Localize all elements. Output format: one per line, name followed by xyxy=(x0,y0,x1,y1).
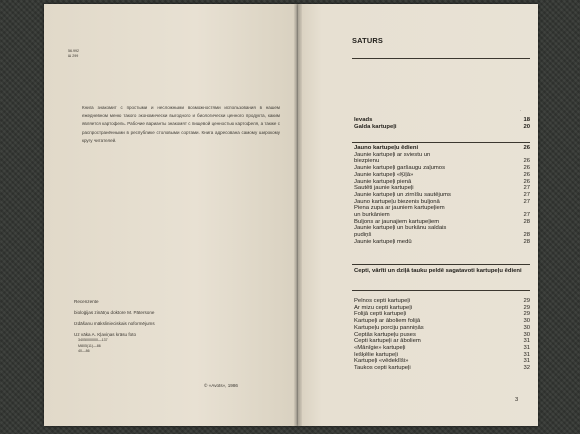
toc-entry[interactable] xyxy=(354,332,530,339)
toc-entry[interactable] xyxy=(354,318,530,325)
toc-page: 28 xyxy=(523,218,530,225)
toc-entry[interactable] xyxy=(354,152,530,159)
toc-title: Ceptās kartupeļu puses xyxy=(354,331,416,338)
left-page xyxy=(44,4,298,426)
toc-title: Jaunie kartupeļi un burkānu saldais xyxy=(354,225,447,232)
toc-page: 26 xyxy=(523,145,530,151)
toc-entry[interactable] xyxy=(354,365,530,372)
toc-title: un burkāniem xyxy=(354,212,390,219)
toc-page: 28 xyxy=(523,232,530,239)
toc-title: Ievads xyxy=(354,117,373,123)
toc-title: Buljons ar jaunajiem kartupeļiem xyxy=(354,218,440,225)
toc-title: Kartupeļi «vēdeklīši» xyxy=(354,358,409,365)
toc-title: biezpienu xyxy=(354,158,380,165)
toc-entry[interactable] xyxy=(354,172,530,179)
toc-fried-potatoes xyxy=(354,298,530,372)
toc-page: 31 xyxy=(523,338,530,345)
toc-page: 31 xyxy=(523,344,530,351)
toc-title: Taukos cepti kartupeļi xyxy=(354,365,411,372)
contents-heading: SATURS xyxy=(352,36,384,45)
toc-page: 26 xyxy=(523,171,530,178)
toc-entry[interactable] xyxy=(354,298,530,305)
toc-entry[interactable] xyxy=(354,158,530,165)
divider xyxy=(352,290,530,291)
toc-entry[interactable] xyxy=(354,165,530,172)
toc-entry[interactable] xyxy=(354,212,530,219)
publisher-codes xyxy=(78,338,108,355)
toc-title: Iešķēlie kartupeļi xyxy=(354,351,398,358)
toc-title: «Mānīgie» kartupeļi xyxy=(354,344,406,351)
toc-entry[interactable] xyxy=(354,352,530,359)
toc-page: 30 xyxy=(523,318,530,325)
toc-entry[interactable] xyxy=(354,358,530,365)
toc-entry[interactable] xyxy=(354,232,530,239)
toc-title: Cepti kartupeļi ar āboliem xyxy=(354,338,421,345)
toc-page: 29 xyxy=(523,311,530,318)
toc-title: Jaunie kartupeļi medū xyxy=(354,238,412,245)
publisher-code: M805(11)—86 xyxy=(78,343,101,348)
toc-entry[interactable] xyxy=(354,179,530,186)
reviewer-line: Izdāšanu mākslinieciskais noformējums xyxy=(74,321,155,326)
toc-page: 27 xyxy=(523,212,530,219)
toc-title: Pelnos cepti kartupeļi xyxy=(354,298,410,304)
toc-title: Piena zupa ar jauniem kartupeļiem xyxy=(354,205,445,212)
reviewer-line: Uz vāka A. Kļaviņas krāsu foto xyxy=(74,332,137,337)
toc-entry[interactable] xyxy=(354,199,530,206)
toc-entry[interactable] xyxy=(354,338,530,345)
divider xyxy=(352,264,530,265)
toc-entry[interactable] xyxy=(354,239,530,246)
toc-title: Jaunie kartupeļi un zirnīšu sautējums xyxy=(354,191,451,198)
toc-entry[interactable] xyxy=(354,205,530,212)
toc-title: Jauno kartupeļu biezenis buljonā xyxy=(354,198,440,205)
toc-page: 28 xyxy=(523,238,530,245)
toc-page: 31 xyxy=(523,358,530,365)
toc-title: Jaunie kartupeļi garšaugu zaļumos xyxy=(354,165,446,172)
publisher-code: 40—86 xyxy=(78,349,90,354)
toc-title: Jaunie kartupeļi ar sviestu un xyxy=(354,151,431,158)
toc-page: 29 xyxy=(523,298,530,304)
toc-title: Sautēti jaunie kartupeļi xyxy=(354,185,414,192)
book-annotation: Книга знакомит с простыми и несложными возможностями использования в нашем ежедневном меню такого экономически выгодного и биологически ценного продукта, каким является картофель. Рабочие варианты знакомят с пищевой ценностью картофеля, а также с распространёнными в республике столовыми сортами. Книга адресована самому широкому кругу читателей. xyxy=(82,105,280,143)
toc-page: 26 xyxy=(523,165,530,172)
toc-entry[interactable] xyxy=(354,345,530,352)
book-gutter xyxy=(294,4,302,426)
toc-page: 18 xyxy=(523,117,530,123)
library-code: 56.992 xyxy=(68,49,79,53)
toc-title: Kartupeļu porciju panniņās xyxy=(354,324,424,331)
toc-entry[interactable] xyxy=(354,219,530,226)
toc-page: 29 xyxy=(523,304,530,311)
toc-title: Jaunie kartupeļi «Ķiļā» xyxy=(354,171,414,178)
toc-entry[interactable] xyxy=(354,145,530,152)
toc-title: Kartupeļi ar āboliem folijā xyxy=(354,318,421,325)
toc-page: 26 xyxy=(523,178,530,185)
section-heading: Cepti, vārīti un dziļā tauku peldē sagatavoti kartupeļu ēdieni xyxy=(354,268,522,274)
publisher-code: 3405000000—137 xyxy=(78,338,108,342)
toc-page: 32 xyxy=(523,365,530,372)
toc-page: 27 xyxy=(523,198,530,205)
reviewer-block xyxy=(74,296,155,340)
toc-title: Galda kartupeļi xyxy=(354,123,397,130)
toc-title: Ar mizu cepti kartupeļi xyxy=(354,304,412,311)
toc-entry[interactable] xyxy=(354,124,530,131)
toc-intro xyxy=(354,117,530,130)
toc-entry[interactable] xyxy=(354,325,530,332)
toc-title: Jauno kartupeļu ēdieni xyxy=(354,145,419,151)
toc-young-potatoes xyxy=(354,145,530,246)
toc-title: pudiņš xyxy=(354,232,372,239)
toc-page: 27 xyxy=(523,191,530,198)
toc-title: Folijā cepti kartupeļi xyxy=(354,311,407,318)
toc-entry[interactable] xyxy=(354,192,530,199)
library-codes xyxy=(68,49,79,59)
toc-entry[interactable] xyxy=(354,117,530,124)
toc-entry[interactable] xyxy=(354,185,530,192)
toc-entry[interactable] xyxy=(354,225,530,232)
library-code: Ш 299 xyxy=(68,54,79,58)
toc-entry[interactable] xyxy=(354,305,530,312)
toc-page: 30 xyxy=(523,324,530,331)
toc-page: 20 xyxy=(523,123,530,130)
page-number: 3 xyxy=(515,397,519,403)
toc-page: 31 xyxy=(523,351,530,358)
reviewer-line: Recenzente xyxy=(74,299,99,304)
reviewer-line: bioloģijas zinātņu doktore M. Pātersone xyxy=(74,310,155,315)
copyright-notice: © «Avots», 1986 xyxy=(204,383,238,388)
page-mark: · xyxy=(520,108,522,113)
toc-title: Jaunie kartupeļi pienā xyxy=(354,178,412,185)
toc-entry[interactable] xyxy=(354,311,530,318)
divider xyxy=(352,58,530,59)
divider xyxy=(352,142,530,143)
toc-page: 27 xyxy=(523,185,530,192)
toc-page: 26 xyxy=(523,158,530,165)
toc-page: 30 xyxy=(523,331,530,338)
